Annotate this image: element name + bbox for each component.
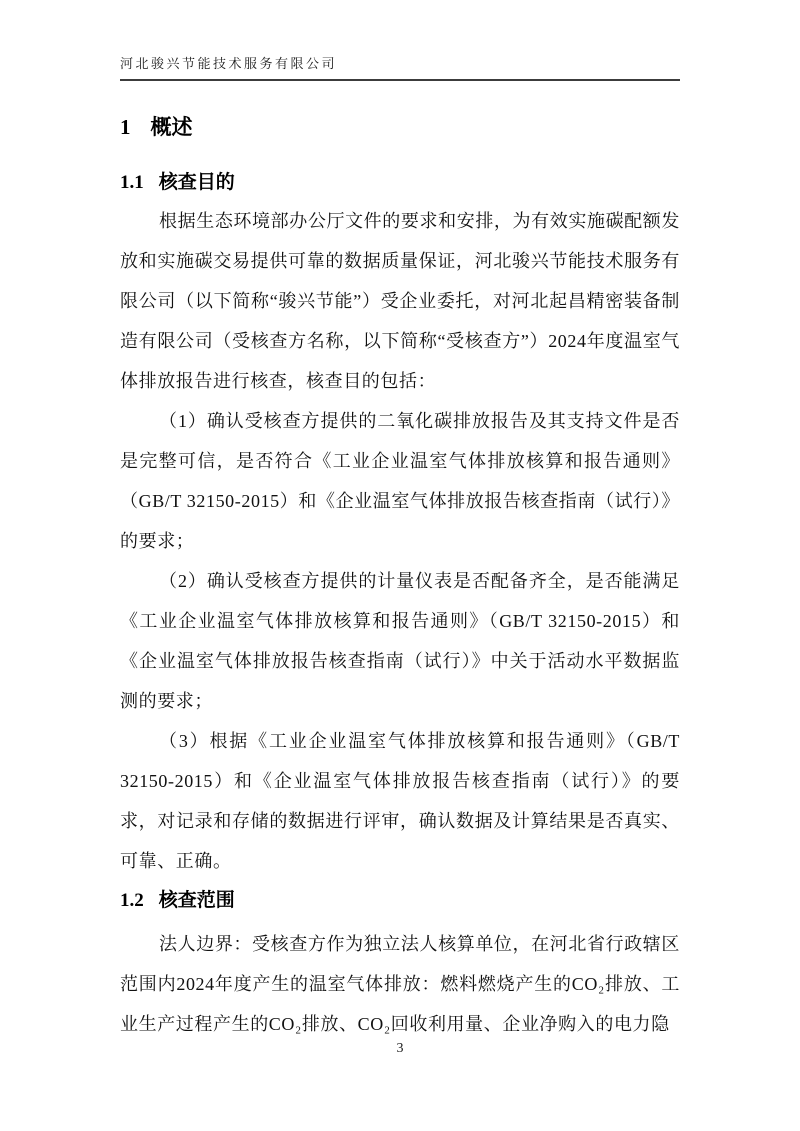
paragraph-purpose-item-1: （1）确认受核查方提供的二氧化碳排放报告及其支持文件是否是完整可信，是否符合《工业企业温室气体排放核算和报告通则》（GB/T 32150-2015）和《企业温室气体排放报告核查指南（试行）》的要求； [120, 411, 680, 551]
document-body [120, 77, 680, 1044]
paragraph-purpose-item-3: （3）根据《工业企业温室气体排放核算和报告通则》（GB/T 32150-2015）和《企业温室气体排放报告核查指南（试行）》的要求，对记录和存储的数据进行评审，确认数据及计算结果是否真实、可靠、正确。 [120, 731, 680, 871]
section-1-1-number: 1.1 [120, 172, 144, 193]
paragraph-purpose-item-2: （2）确认受核查方提供的计量仪表是否配备齐全，是否能满足《工业企业温室气体排放核算和报告通则》（GB/T 32150-2015）和《企业温室气体排放报告核查指南（试行）》中关于活动水平数据监测的要求； [120, 571, 680, 711]
section-1-1-heading [120, 170, 680, 196]
page-footer [0, 1039, 800, 1057]
section-1-1-title: 核查目的 [158, 172, 235, 193]
section-1-2-title: 核查范围 [158, 890, 235, 911]
paragraph-scope-legal-boundary: 法人边界：受核查方作为独立法人核算单位，在河北省行政辖区范围内2024年度产生的温室气体排放：燃料燃烧产生的CO₂排放、工业生产过程产生的CO₂排放、CO₂回收利用量、企业净购入的电力隐 [120, 934, 680, 1034]
section-1-heading [120, 113, 680, 141]
header-company-name: 河北骏兴节能技术服务有限公司 [120, 56, 338, 71]
section-1-title: 概述 [150, 115, 193, 139]
section-1-2-heading [120, 888, 680, 914]
page-number: 3 [396, 1041, 404, 1056]
paragraph-purpose-intro: 根据生态环境部办公厅文件的要求和安排，为有效实施碳配额发放和实施碳交易提供可靠的数据质量保证，河北骏兴节能技术服务有限公司（以下简称“骏兴节能”）受企业委托，对河北起昌精密装备制造有限公司（受核查方名称，以下简称“受核查方”）2024年度温室气体排放报告进行核查，核查目的包括： [120, 211, 680, 391]
section-1-2-number: 1.2 [120, 890, 144, 911]
section-1-number: 1 [120, 115, 131, 139]
